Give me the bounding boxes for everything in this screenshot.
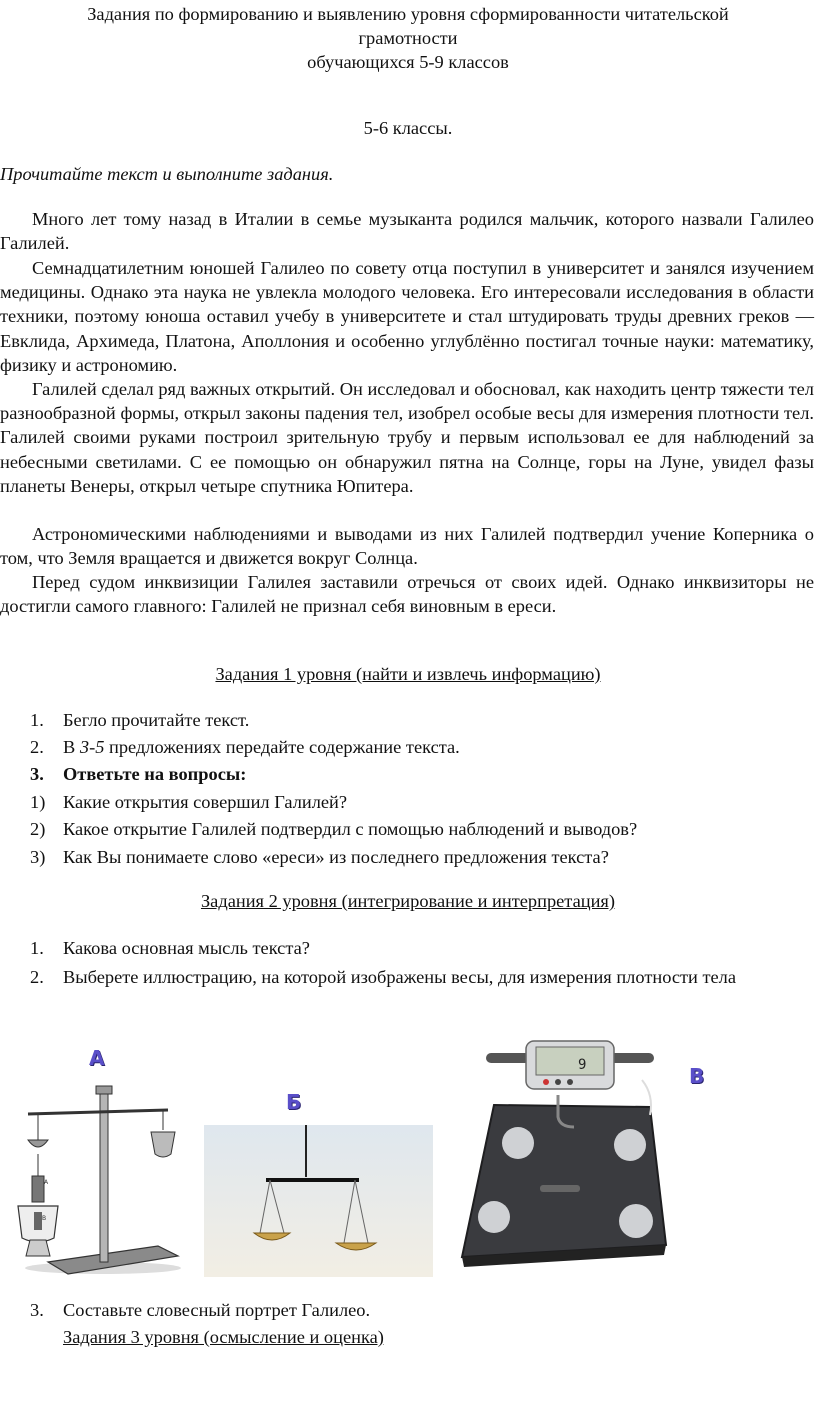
image-label-b: Б	[286, 1090, 302, 1114]
document-header	[0, 2, 816, 74]
level2-title: Задания 2 уровня (интегрирование и интерпретация)	[200, 891, 616, 911]
illustration-b-pan-balance	[204, 1125, 433, 1277]
question-number: 1)	[30, 792, 46, 812]
question-number: 3)	[30, 847, 46, 867]
item-text: Ответьте на вопросы:	[63, 764, 247, 784]
item-number: 3.	[30, 1300, 44, 1320]
instruction: Прочитайте текст и выполните задания.	[0, 164, 334, 184]
paragraph-5: Перед судом инквизиции Галилея заставили отречься от своих идей. Однако инквизиторы не достигли самого главного: Галилей не признал себя виновным в ереси.	[0, 572, 814, 617]
item-text: Составьте словесный портрет Галилео.	[63, 1300, 371, 1320]
svg-text:A: A	[44, 1179, 49, 1186]
grade-heading: 5-6 классы.	[363, 118, 453, 138]
paragraph-2: Семнадцатилетним юношей Галилео по совету отца поступил в университет и занялся изучением медицины. Однако эта наука не увлекла молодого человека. Его интересовали исследования в области техники, поэтому юноша оставил учебу в университете и стал штудировать труды древних греков — Евклида, Архимеда, Платона, Аполлония и особенно углублённо постигал точные науки: математику, физику и астрономию.	[0, 258, 814, 375]
item-number: 2.	[30, 967, 44, 987]
illustration-c-digital-scale	[454, 1035, 668, 1285]
scale-display-readout: 9	[578, 1057, 587, 1073]
item-number: 2.	[30, 737, 44, 757]
paragraph-1: Много лет тому назад в Италии в семье музыканта родился мальчик, которого назвали Галилео Галилей.	[0, 209, 814, 254]
item-text: Какова основная мысль текста?	[63, 938, 310, 958]
item-number: 1.	[30, 710, 44, 730]
item-text: Бегло прочитайте текст.	[63, 710, 250, 730]
svg-text:B: B	[42, 1215, 47, 1222]
header-line-3: обучающихся 5-9 классов	[307, 52, 509, 72]
question-text: Как Вы понимаете слово «ереси» из последнего предложения текста?	[63, 847, 609, 867]
header-line-2: грамотности	[358, 28, 458, 48]
item-number: 1.	[30, 938, 44, 958]
image-label-a: А	[89, 1046, 105, 1070]
question-text: Какое открытие Галилей подтвердил с помощью наблюдений и выводов?	[63, 819, 638, 839]
item-text-em: 3-5	[79, 737, 105, 757]
header-line-1: Задания по формированию и выявлению уровня сформированности читательской	[87, 4, 729, 24]
item-text	[63, 735, 803, 759]
item-text-pre: В	[63, 737, 80, 757]
level1-title: Задания 1 уровня (найти и извлечь информацию)	[215, 664, 601, 684]
level3-title: Задания 3 уровня (осмысление и оценка)	[63, 1327, 384, 1347]
item-text-post: предложениях передайте содержание текста.	[104, 737, 460, 757]
question-number: 2)	[30, 819, 46, 839]
paragraph-3: Галилей сделал ряд важных открытий. Он исследовал и обосновал, как находить центр тяжести тел разнообразной формы, открыл законы падения тел, изобрел особые весы для измерения плотности тел. Галилей своими руками построил зрительную трубу и первым использовал ее для наблюдений за небесными светилами. С ее помощью он обнаружил пятна на Солнце, горы на Луне, увидел фазы планеты Венеры, открыл четыре спутника Юпитера.	[0, 379, 814, 496]
item-number: 3.	[30, 764, 44, 784]
illustration-a-hydrostatic-balance	[8, 1080, 184, 1280]
image-label-c: В	[689, 1064, 705, 1088]
item-text: Выберете иллюстрацию, на которой изображены весы, для измерения плотности тела	[63, 967, 737, 987]
paragraph-4: Астрономическими наблюдениями и выводами из них Галилей подтвердил учение Коперника о том, что Земля вращается и движется вокруг Солнца.	[0, 524, 814, 569]
question-text: Какие открытия совершил Галилей?	[63, 792, 348, 812]
